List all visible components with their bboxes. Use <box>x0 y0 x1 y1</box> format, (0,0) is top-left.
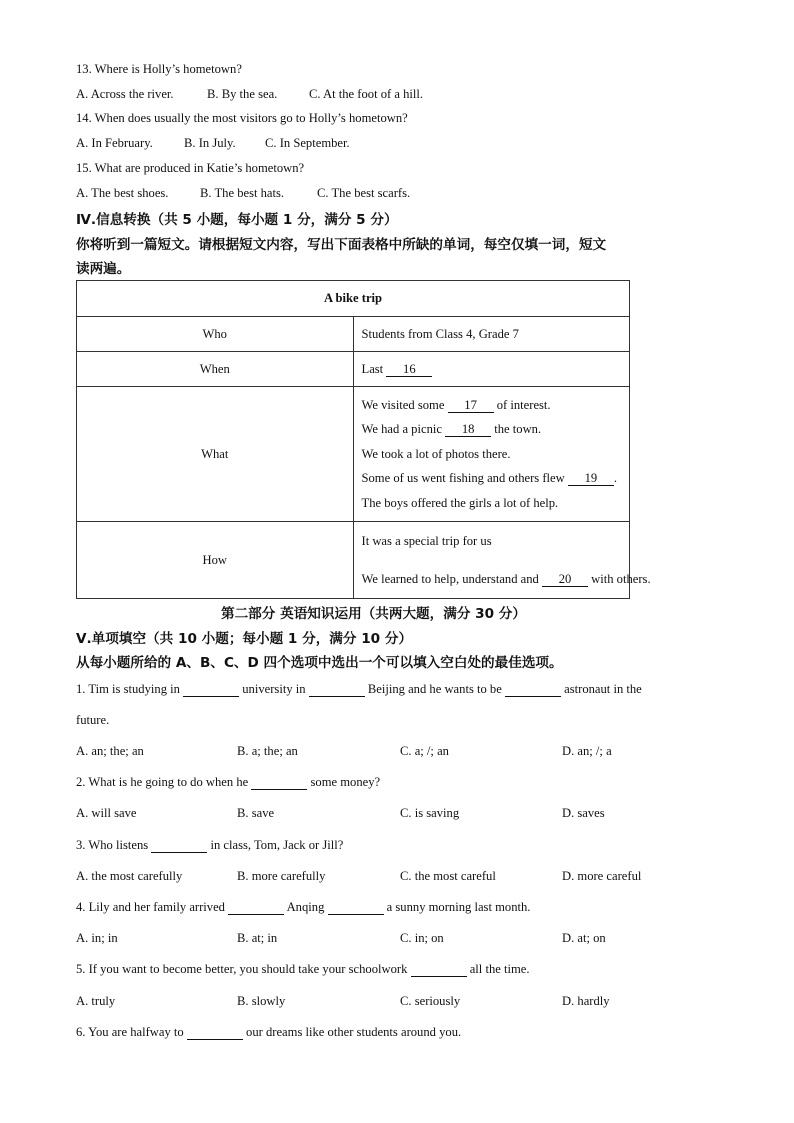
mcq-1 <box>76 682 642 697</box>
mcq-2-option-b: B. save <box>237 806 275 820</box>
how-content <box>353 522 651 599</box>
q14-option-c: C. In September. <box>265 136 350 150</box>
q13-option-c: C. At the foot of a hill. <box>309 87 424 101</box>
mcq-4-blank-1[interactable] <box>228 901 284 915</box>
section-4-instruction: 你将听到一篇短文。请根据短文内容，写出下面表格中所缺的单词，每空仅填一词，短文 <box>76 237 607 253</box>
mcq-6 <box>76 1025 461 1040</box>
mcq-6-blank[interactable] <box>187 1026 243 1040</box>
blank-18[interactable]: 18 <box>445 423 491 437</box>
mcq-1-blank-2[interactable] <box>309 683 365 697</box>
what-line-1: We visited some <box>361 397 448 412</box>
mcq-5-text: 5. If you want to become better, you should take your schoolwork <box>76 962 411 976</box>
blank-19[interactable]: 19 <box>568 472 614 486</box>
question-15: 15. What are produced in Katie’s hometown? <box>76 161 305 175</box>
mcq-3-option-c: C. the most careful <box>400 869 496 883</box>
part-2-heading: 第二部分 英语知识运用（共两大题，满分 30 分） <box>221 606 526 622</box>
mcq-4-option-c: C. in; on <box>400 931 444 945</box>
mcq-1-cont: future. <box>76 713 110 727</box>
mcq-4 <box>76 900 530 915</box>
mcq-6-text: 6. You are halfway to <box>76 1025 187 1039</box>
mcq-5-option-d: D. hardly <box>562 994 610 1008</box>
blank-17[interactable]: 17 <box>448 399 494 413</box>
who-content: Students from Class 4, Grade 7 <box>353 317 630 352</box>
q13-option-b: B. By the sea. <box>207 87 278 101</box>
mcq-5-option-c: C. seriously <box>400 994 461 1008</box>
what-line-4: Some of us went fishing and others flew <box>361 471 568 486</box>
row-label-who: Who <box>77 317 354 352</box>
q14-option-a: A. In February. <box>76 136 153 150</box>
mcq-4-option-d: D. at; on <box>562 931 606 945</box>
mcq-6-text-2: our dreams like other students around you. <box>242 1025 462 1039</box>
blank-20[interactable]: 20 <box>542 573 588 587</box>
section-5-heading: Ⅴ.单项填空（共 10 小题；每小题 1 分，满分 10 分） <box>76 631 413 647</box>
q15-option-c: C. The best scarfs. <box>317 186 411 200</box>
section-4-heading: Ⅳ.信息转换（共 5 小题，每小题 1 分，满分 5 分） <box>76 212 398 228</box>
mcq-1-option-d: D. an; /; a <box>562 744 612 758</box>
mcq-2 <box>76 775 380 790</box>
mcq-3-blank[interactable] <box>151 839 207 853</box>
mcq-1-option-c: C. a; /; an <box>400 744 449 758</box>
how-line-2-end: with others. <box>587 572 651 586</box>
mcq-2-option-d: D. saves <box>562 806 605 820</box>
row-label-when: When <box>77 352 354 387</box>
row-label-what: What <box>77 387 354 522</box>
row-label-how: How <box>77 522 354 599</box>
mcq-3-text: 3. Who listens <box>76 838 152 852</box>
mcq-1-blank-3[interactable] <box>505 683 561 697</box>
what-line-2: We had a picnic <box>361 422 446 437</box>
mcq-1-text: 1. Tim is studying in <box>76 682 184 696</box>
q15-option-a: A. The best shoes. <box>76 186 169 200</box>
what-line-2-end: the town. <box>491 422 542 437</box>
what-line-1-end: of interest. <box>493 397 551 412</box>
mcq-5-option-a: A. truly <box>76 994 116 1008</box>
question-13: 13. Where is Holly’s hometown? <box>76 62 242 76</box>
when-content <box>353 352 630 387</box>
mcq-2-option-c: C. is saving <box>400 806 460 820</box>
mcq-2-text: 2. What is he going to do when he <box>76 775 252 789</box>
q15-option-b: B. The best hats. <box>200 186 285 200</box>
mcq-2-text-2: some money? <box>307 775 381 789</box>
mcq-1-text-2: university in <box>239 682 309 696</box>
mcq-1-text-3: Beijing and he wants to be <box>364 682 505 696</box>
what-line-4-end: . <box>613 471 618 486</box>
mcq-3 <box>76 838 343 853</box>
bike-trip-table <box>76 280 651 599</box>
mcq-4-option-a: A. in; in <box>76 931 118 945</box>
mcq-2-option-a: A. will save <box>76 806 137 820</box>
when-prefix: Last <box>361 361 387 376</box>
what-line-3: We took a lot of photos there. <box>361 446 511 461</box>
mcq-1-blank-1[interactable] <box>183 683 239 697</box>
mcq-1-option-b: B. a; the; an <box>237 744 298 758</box>
mcq-2-blank[interactable] <box>251 776 307 790</box>
mcq-4-text-3: a sunny morning last month. <box>383 900 531 914</box>
what-content <box>353 387 630 522</box>
q14-option-b: B. In July. <box>184 136 236 150</box>
what-line-5: The boys offered the girls a lot of help. <box>361 495 559 510</box>
mcq-5-text-2: all the time. <box>466 962 530 976</box>
how-line-2: We learned to help, understand and <box>361 572 542 586</box>
mcq-3-option-a: A. the most carefully <box>76 869 183 883</box>
mcq-1-text-4: astronaut in the <box>560 682 642 696</box>
section-4-instruction-cont: 读两遍。 <box>76 261 131 277</box>
mcq-4-text: 4. Lily and her family arrived <box>76 900 229 914</box>
mcq-5-blank[interactable] <box>411 963 467 977</box>
mcq-4-option-b: B. at; in <box>237 931 278 945</box>
mcq-5-option-b: B. slowly <box>237 994 286 1008</box>
mcq-3-option-b: B. more carefully <box>237 869 326 883</box>
mcq-1-option-a: A. an; the; an <box>76 744 144 758</box>
table-title: A bike trip <box>77 281 630 317</box>
mcq-5 <box>76 962 530 977</box>
mcq-3-text-2: in class, Tom, Jack or Jill? <box>207 838 344 852</box>
blank-16[interactable]: 16 <box>386 363 432 377</box>
mcq-3-option-d: D. more careful <box>562 869 642 883</box>
mcq-4-blank-2[interactable] <box>328 901 384 915</box>
q13-option-a: A. Across the river. <box>76 87 174 101</box>
question-14: 14. When does usually the most visitors go to Holly’s hometown? <box>76 111 408 125</box>
mcq-4-text-2: Anqing <box>284 900 328 914</box>
how-line-1: It was a special trip for us <box>361 534 492 548</box>
section-5-instruction: 从每小题所给的 A、B、C、D 四个选项中选出一个可以填入空白处的最佳选项。 <box>76 655 563 671</box>
